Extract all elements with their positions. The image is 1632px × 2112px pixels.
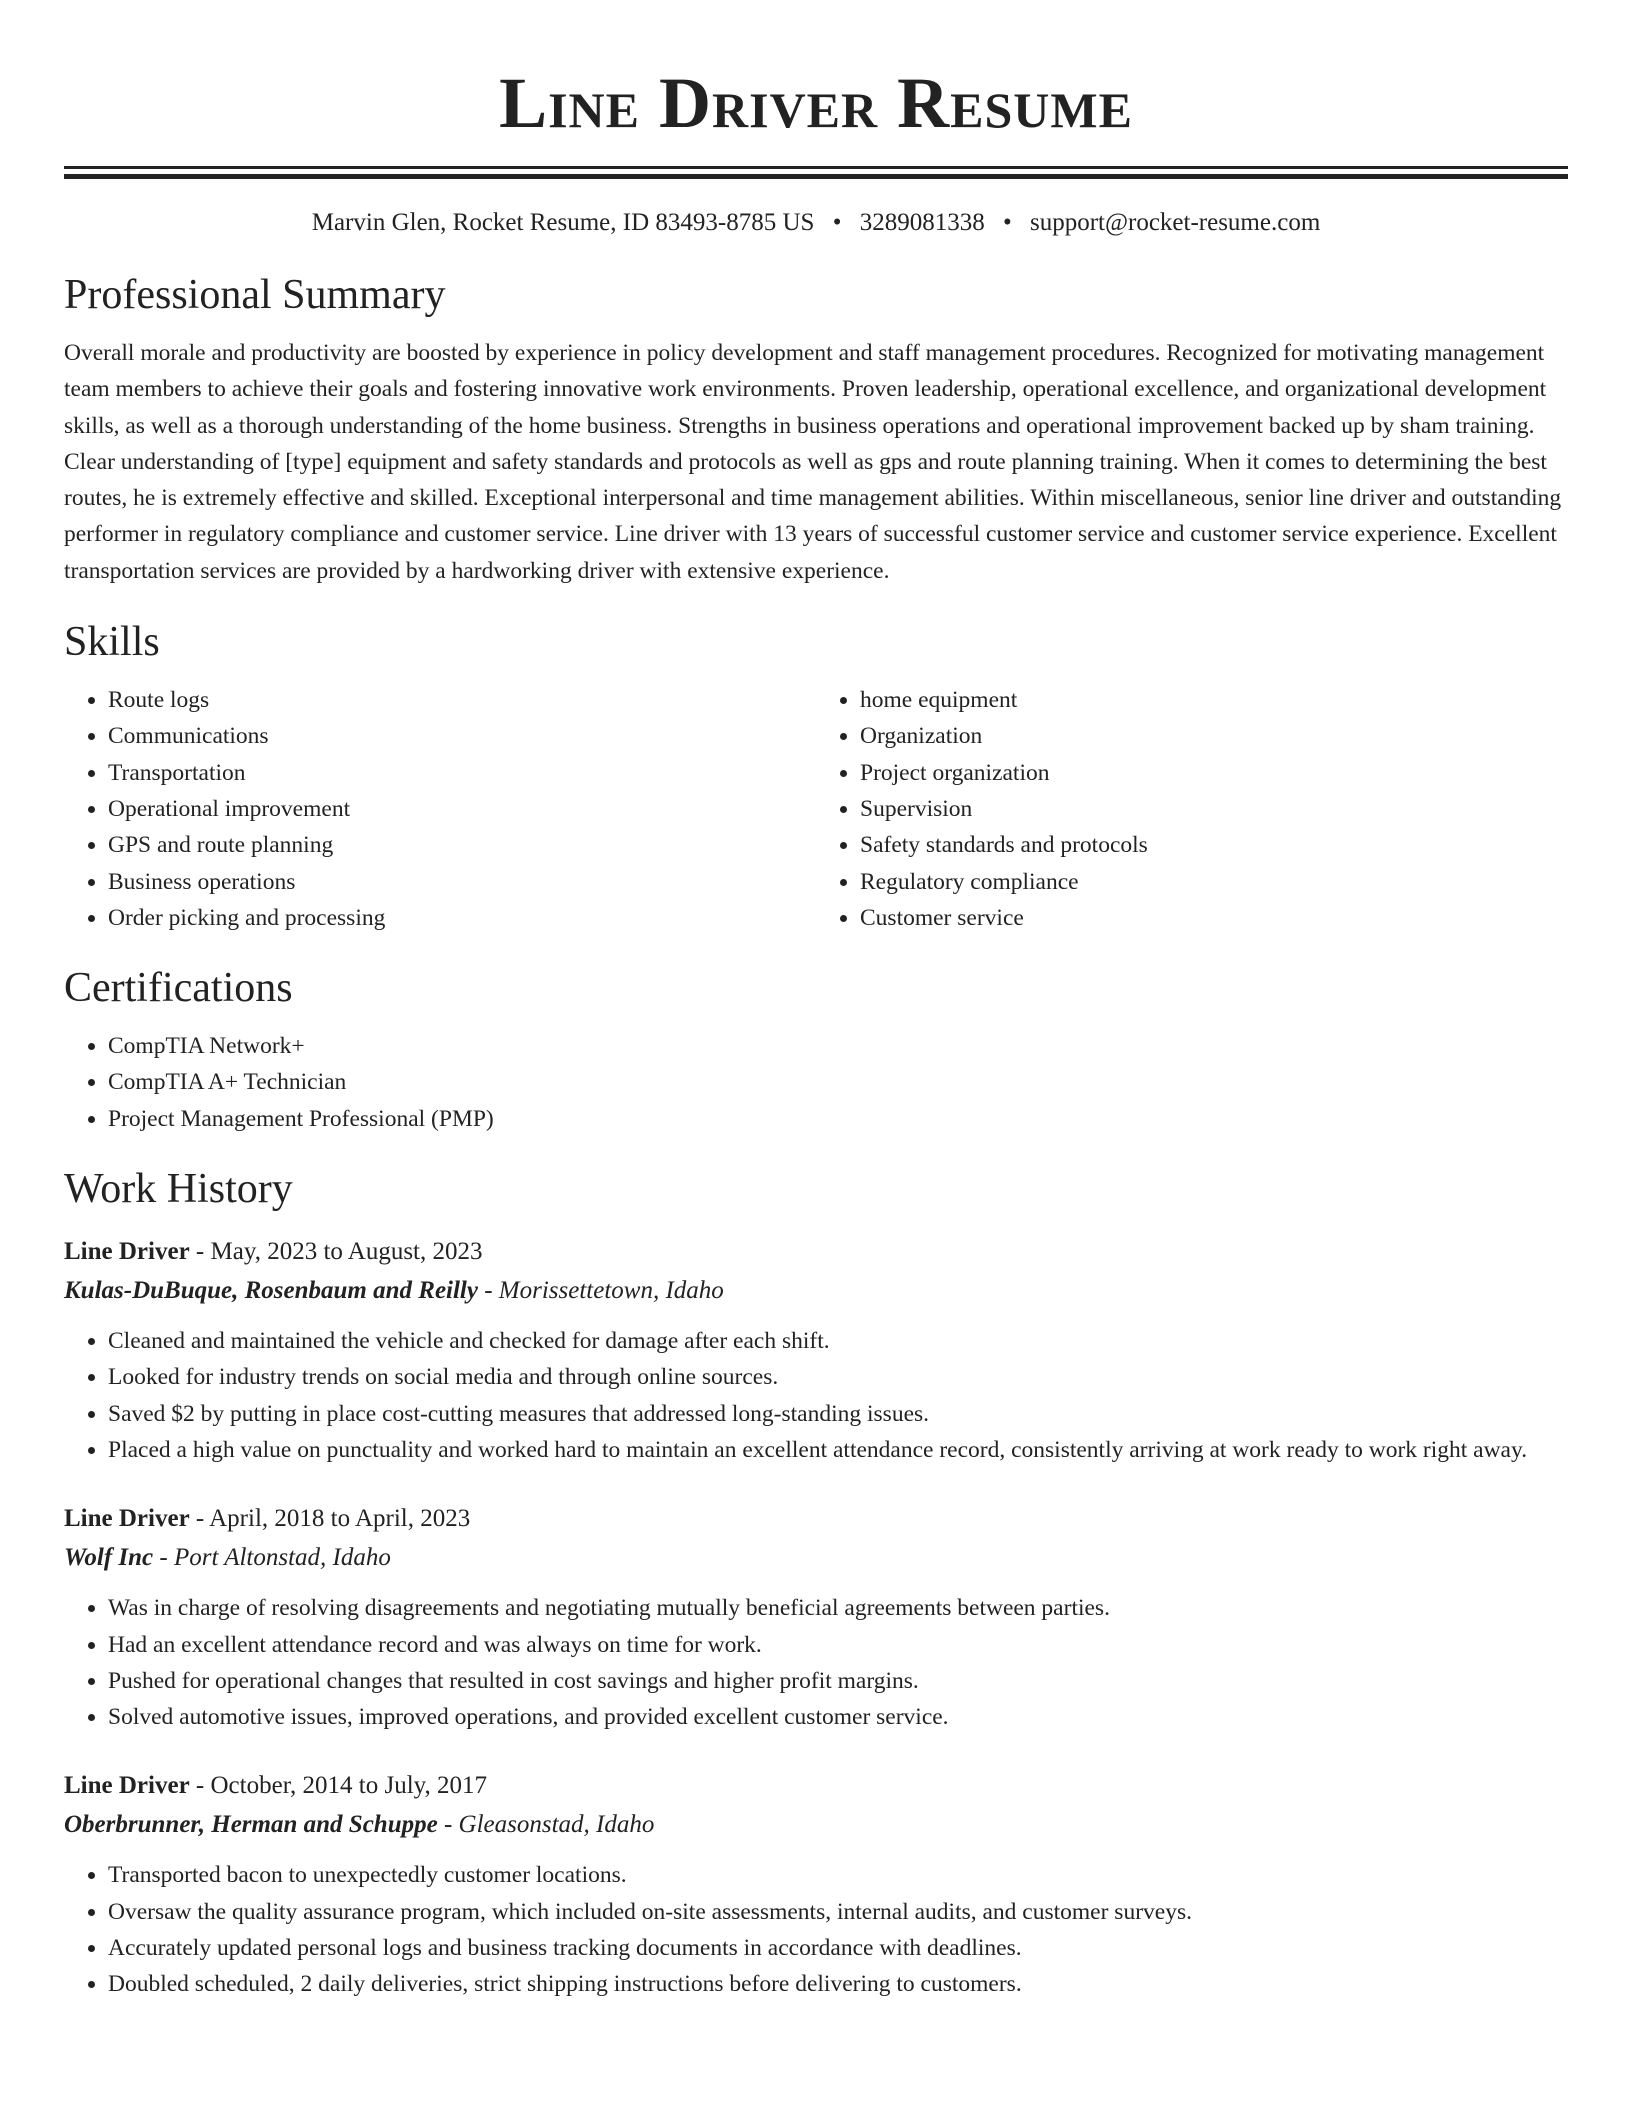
skill-item: • Safety standards and protocols bbox=[860, 827, 1568, 863]
job-title: Line Driver bbox=[64, 1772, 190, 1800]
job-duty: • Transported bacon to unexpectedly customer locations. bbox=[108, 1857, 1568, 1893]
job-duties-list bbox=[64, 1590, 1568, 1735]
title-rule-top bbox=[64, 166, 1568, 169]
job-company-line bbox=[64, 1805, 1568, 1845]
job-location: - Morissettetown, Idaho bbox=[477, 1277, 724, 1305]
contact-address: Marvin Glen, Rocket Resume, ID 83493-8785 US bbox=[311, 209, 815, 236]
summary-heading: Professional Summary bbox=[64, 272, 446, 318]
contact-email: support@rocket-resume.com bbox=[1029, 209, 1321, 236]
job-title: Line Driver bbox=[64, 1238, 190, 1266]
summary-text: Overall morale and productivity are boosted by experience in policy development and staff management procedures. Recognized for motivating management team members to achieve their goals and fostering innovative work environments. Proven leadership, operational excellence, and organizational development skills, as well as a thorough understanding of the home business. Strengths in business operations and operational improvement backed up by sham training. Clear understanding of [type] equipment and safety standards and protocols as well as gps and route planning training. When it comes to determining the best routes, he is extremely effective and skilled. Exceptional interpersonal and time management abilities. Within miscellaneous, senior line driver and outstanding performer in regulatory compliance and customer service. Line driver with 13 years of successful customer service and customer service experience. Excellent transportation services are provided by a hardworking driver with extensive experience. bbox=[64, 340, 1562, 584]
resume-page bbox=[64, 0, 1568, 2003]
job-title-line bbox=[64, 1767, 1568, 1805]
job-duties-list bbox=[64, 1857, 1568, 2002]
job-duty: • Oversaw the quality assurance program, which included on-site assessments, internal audits, and customer surveys. bbox=[108, 1894, 1568, 1930]
job-company: Kulas-DuBuque, Rosenbaum and Reilly bbox=[64, 1277, 478, 1305]
skill-item: • Transportation bbox=[108, 755, 816, 791]
job-duty: • Was in charge of resolving disagreements and negotiating mutually beneficial agreements between parties. bbox=[108, 1590, 1568, 1626]
certification-item: • Project Management Professional (PMP) bbox=[108, 1101, 1568, 1137]
job-company: Oberbrunner, Herman and Schuppe bbox=[64, 1811, 438, 1839]
skill-item: • Supervision bbox=[860, 791, 1568, 827]
certification-item: • CompTIA A+ Technician bbox=[108, 1064, 1568, 1100]
work-history-heading: Work History bbox=[64, 1166, 293, 1213]
skill-item: • Route logs bbox=[108, 682, 816, 718]
job-duty: • Accurately updated personal logs and business tracking documents in accordance with deadlines. bbox=[108, 1930, 1568, 1966]
job-duty: • Pushed for operational changes that resulted in cost savings and higher profit margins. bbox=[108, 1663, 1568, 1699]
job-entry bbox=[64, 1233, 1568, 1468]
certifications-heading: Certifications bbox=[64, 965, 293, 1012]
skill-item: • GPS and route planning bbox=[108, 827, 816, 863]
job-duty: • Doubled scheduled, 2 daily deliveries, strict shipping instructions before delivering to customers. bbox=[108, 1966, 1568, 2002]
job-dates: - April, 2018 to April, 2023 bbox=[189, 1505, 471, 1533]
job-duties-list bbox=[64, 1323, 1568, 1468]
job-company-line bbox=[64, 1271, 1568, 1311]
skill-item: • Customer service bbox=[860, 900, 1568, 936]
job-duty: • Looked for industry trends on social media and through online sources. bbox=[108, 1359, 1568, 1395]
job-location: - Gleasonstad, Idaho bbox=[437, 1811, 655, 1839]
resume-title: Line Driver Resume bbox=[499, 63, 1133, 143]
title-rule-bottom bbox=[64, 174, 1568, 179]
skill-item: • Order picking and processing bbox=[108, 900, 816, 936]
job-title: Line Driver bbox=[64, 1505, 190, 1533]
skills-heading: Skills bbox=[64, 619, 160, 666]
skills-columns bbox=[64, 682, 1568, 936]
skill-item: • home equipment bbox=[860, 682, 1568, 718]
job-title-line bbox=[64, 1233, 1568, 1271]
job-entry bbox=[64, 1767, 1568, 2002]
job-dates: - October, 2014 to July, 2017 bbox=[189, 1772, 488, 1800]
job-company: Wolf Inc bbox=[64, 1544, 154, 1572]
job-duty: • Had an excellent attendance record and was always on time for work. bbox=[108, 1627, 1568, 1663]
job-duty: • Solved automotive issues, improved operations, and provided excellent customer service. bbox=[108, 1699, 1568, 1735]
skill-item: • Project organization bbox=[860, 755, 1568, 791]
job-duty: • Saved $2 by putting in place cost-cutting measures that addressed long-standing issues. bbox=[108, 1396, 1568, 1432]
skill-item: • Business operations bbox=[108, 864, 816, 900]
certifications-list bbox=[64, 1028, 1568, 1137]
skill-item: • Communications bbox=[108, 718, 816, 754]
contact-phone: 3289081338 bbox=[859, 209, 985, 236]
skills-list-left bbox=[64, 682, 816, 936]
job-entry bbox=[64, 1500, 1568, 1735]
job-location: - Port Altonstad, Idaho bbox=[153, 1544, 391, 1572]
job-duty: • Placed a high value on punctuality and worked hard to maintain an excellent attendance record, consistently arriving at work ready to work right away. bbox=[108, 1432, 1568, 1468]
job-duty: • Cleaned and maintained the vehicle and checked for damage after each shift. bbox=[108, 1323, 1568, 1359]
contact-separator: • bbox=[832, 209, 842, 236]
skill-item: • Organization bbox=[860, 718, 1568, 754]
contact-line bbox=[64, 207, 1568, 239]
contact-separator: • bbox=[1002, 209, 1012, 236]
skills-list-right bbox=[816, 682, 1568, 936]
job-dates: - May, 2023 to August, 2023 bbox=[189, 1238, 483, 1266]
skill-item: • Regulatory compliance bbox=[860, 864, 1568, 900]
job-company-line bbox=[64, 1538, 1568, 1578]
skill-item: • Operational improvement bbox=[108, 791, 816, 827]
certification-item: • CompTIA Network+ bbox=[108, 1028, 1568, 1064]
job-title-line bbox=[64, 1500, 1568, 1538]
